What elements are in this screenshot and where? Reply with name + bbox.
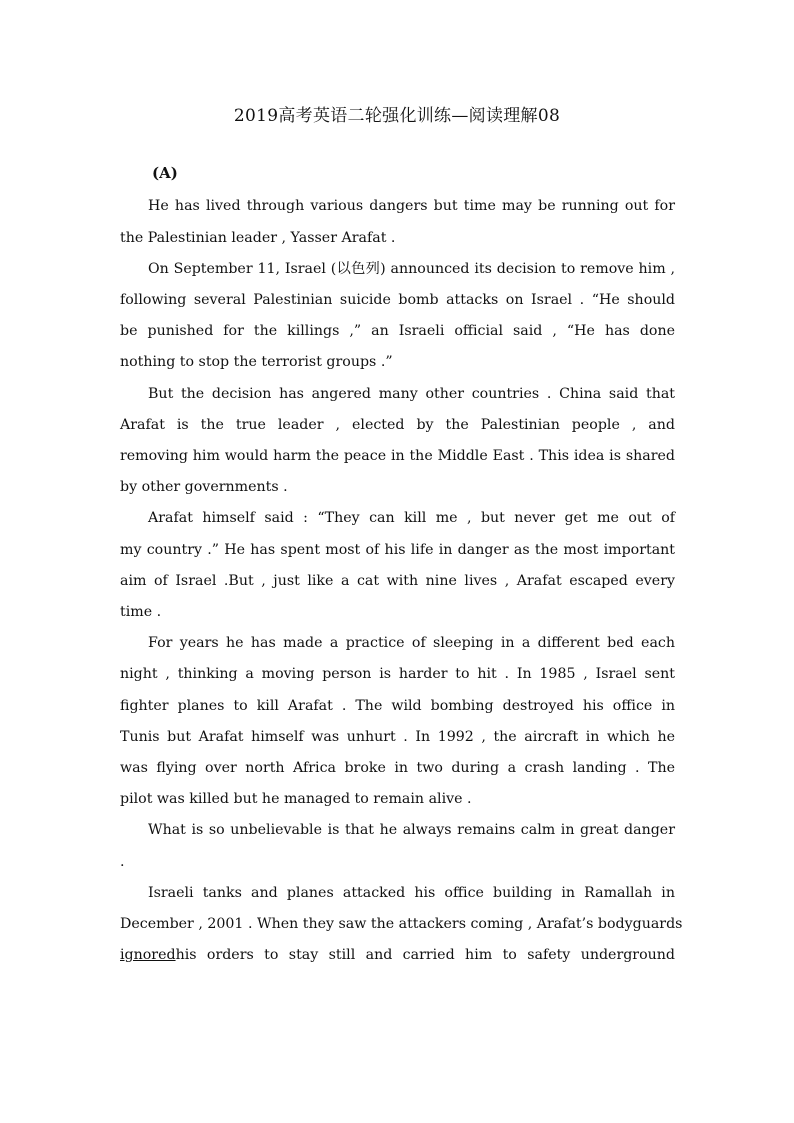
paragraph-line: But the decision has angered many other countries . China said that xyxy=(148,386,675,402)
paragraph-line: What is so unbelievable is that he always remains calm in great danger xyxy=(148,822,675,838)
paragraph-line: He has lived through various dangers but time may be running out for xyxy=(148,198,675,214)
underlined-word: ignored xyxy=(120,947,176,963)
paragraph-line: was flying over north Africa broke in two during a crash landing . The xyxy=(120,760,675,776)
document-title: 2019高考英语二轮强化训练—阅读理解08 xyxy=(233,106,561,126)
paragraph-line: nothing to stop the terrorist groups .” xyxy=(120,354,393,370)
paragraph-line: by other governments . xyxy=(120,479,288,495)
paragraph-line: Israeli tanks and planes attacked his office building in Ramallah in xyxy=(148,885,675,901)
paragraph-line: night , thinking a moving person is harder to hit . In 1985 , Israel sent xyxy=(120,666,675,682)
paragraph-line: On September 11, Israel (以色列) announced its decision to remove him , xyxy=(148,261,675,277)
paragraph-line: removing him would harm the peace in the Middle East . This idea is shared xyxy=(120,448,675,464)
paragraph-line: . xyxy=(120,854,125,870)
paragraph-line: following several Palestinian suicide bomb attacks on Israel . “He should xyxy=(120,292,675,308)
paragraph-line: For years he has made a practice of sleeping in a different bed each xyxy=(148,635,675,651)
paragraph-line: aim of Israel .But , just like a cat with nine lives , Arafat escaped every xyxy=(120,573,675,589)
paragraph-line: Arafat is the true leader , elected by the Palestinian people , and xyxy=(120,417,675,433)
paragraph-line-last xyxy=(120,945,675,965)
paragraph-line: my country .” He has spent most of his life in danger as the most important xyxy=(120,542,675,558)
paragraph-line: fighter planes to kill Arafat . The wild bombing destroyed his office in xyxy=(120,698,675,714)
paragraph-line: be punished for the killings ,” an Israeli official said , “He has done xyxy=(120,323,675,339)
paragraph-line: pilot was killed but he managed to remain alive . xyxy=(120,791,472,807)
section-label: (A) xyxy=(152,164,178,182)
paragraph-line: December , 2001 . When they saw the attackers coming , Arafat’s bodyguards xyxy=(120,916,683,932)
line-text: his orders to stay still and carried him to safety underground xyxy=(175,947,675,963)
paragraph-line: time . xyxy=(120,604,162,620)
paragraph-line: Arafat himself said : “They can kill me , but never get me out of xyxy=(148,510,675,526)
paragraph-line: Tunis but Arafat himself was unhurt . In 1992 , the aircraft in which he xyxy=(120,729,675,745)
paragraph-line: the Palestinian leader , Yasser Arafat . xyxy=(120,230,396,246)
